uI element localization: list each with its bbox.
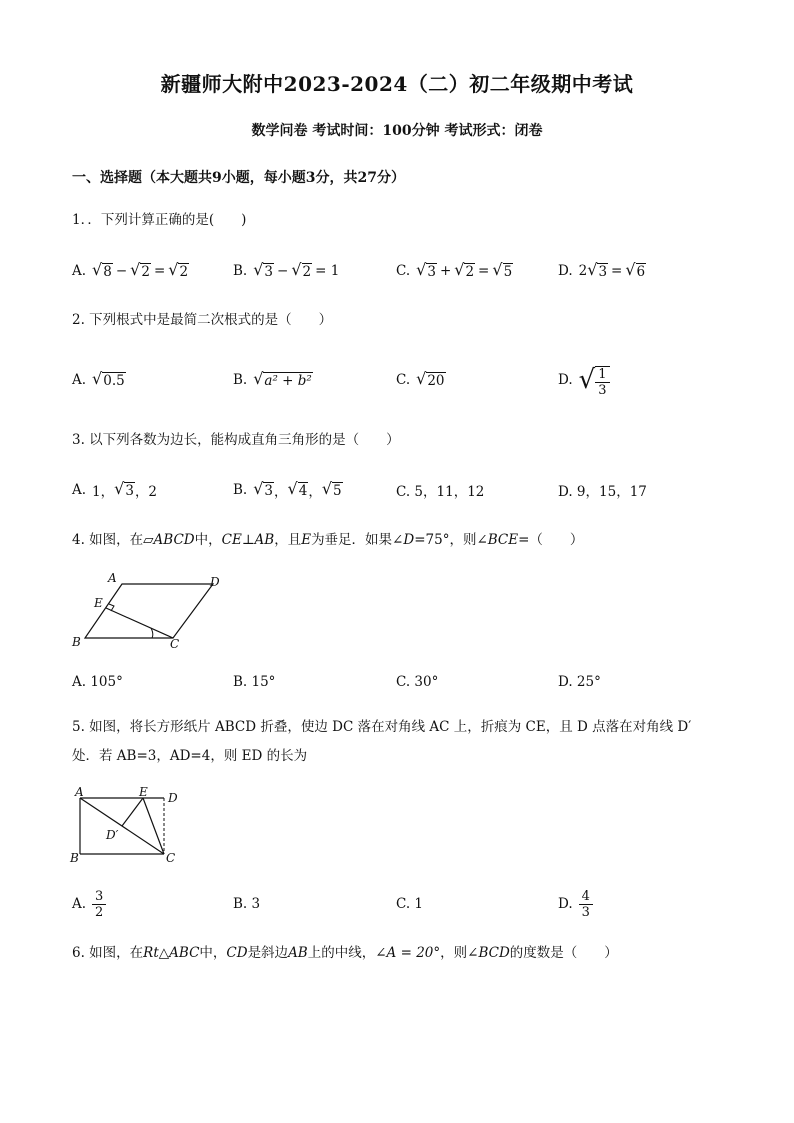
sqrt: √ 3 (253, 479, 274, 499)
point-label-c: C (166, 851, 176, 865)
question-6-stem: 6. 如图，在Rt△ABC中，CD是斜边AB上的中线，∠A = 20°，则∠BCD的度数是（ ） (72, 945, 618, 961)
point-label-d: D (168, 791, 178, 805)
question-3-option-a[interactable]: A. 1， √ 3 ，2 (72, 479, 158, 500)
section-heading-multiple-choice: 一、选择题（本大题共9小题，每小题3分，共27分） (72, 170, 405, 186)
sqrt: √ 3 (416, 260, 436, 280)
question-4-parallelogram-figure (68, 570, 238, 658)
question-5-rectangle-figure (66, 784, 196, 872)
question-1-options (72, 256, 732, 286)
point-label-d-prime: D′ (106, 828, 119, 842)
question-4-options (72, 667, 732, 697)
question-2-option-c[interactable]: C. √ 20 (396, 369, 445, 389)
question-5-option-b[interactable]: B. 3 (233, 896, 261, 912)
question-4-option-c[interactable]: C. 30° (396, 674, 439, 690)
sqrt: √ 3 (114, 479, 134, 499)
sqrt: √ 2 (291, 260, 312, 280)
fraction: $\frac{1}{3}$ (595, 366, 609, 398)
question-5-stem-line1: 5. 如图，将长方形纸片 ABCD 折叠，使边 DC 落在对角线 AC 上，折痕为 CE，且 D 点落在对角线 D′ (72, 719, 692, 735)
sqrt: √ 3 (253, 260, 274, 280)
sqrt: √ 2 (130, 260, 150, 280)
fraction: $\frac{3}{2}$ (92, 889, 106, 920)
question-2-option-d[interactable]: D. √ $\frac{1}{3}$ (558, 365, 610, 395)
sqrt: √ 4 (287, 479, 308, 499)
question-2-option-b[interactable]: B. √ a² + b² (233, 369, 312, 389)
sqrt: √ 3 (587, 260, 608, 280)
point-label-c: C (170, 637, 180, 651)
point-label-a: A (108, 571, 117, 585)
question-5-option-c[interactable]: C. 1 (396, 896, 424, 912)
point-label-e: E (94, 596, 103, 610)
question-1-stem: 1．．下列计算正确的是( ) (72, 212, 247, 228)
question-2-option-a[interactable]: A. √ 0.5 (72, 369, 125, 389)
sqrt: √ 5 (492, 260, 513, 280)
question-5-stem-line2: 处．若 AB=3，AD=4，则 ED 的长为 (72, 748, 308, 764)
question-1-option-d[interactable]: D. 2 √ 3 = √ 6 (558, 260, 646, 280)
question-3-option-c[interactable]: C. 5，11，12 (396, 484, 485, 500)
sqrt: √ a² + b² (253, 369, 312, 389)
question-1-option-b[interactable]: B. √ 3 − √ 2 = 1 (233, 260, 340, 280)
question-4-stem: 4. 如图，在▱ABCD中，CE⊥AB，且E为垂足．如果∠D=75°，则∠BCE=（ ） (72, 532, 584, 548)
fraction: $\frac{4}{3}$ (579, 889, 593, 920)
question-2-options (72, 364, 732, 398)
question-3-option-b[interactable]: B. √ 3 ， √ 4 ， √ 5 (233, 479, 342, 500)
question-5-options (72, 886, 732, 922)
sqrt: √ $\frac{1}{3}$ (579, 363, 610, 398)
sqrt: √ 20 (416, 369, 445, 389)
question-3-stem: 3. 以下列各数为边长，能构成直角三角形的是（ ） (72, 432, 400, 448)
question-4-option-a[interactable]: A. 105° (72, 674, 123, 690)
question-2-stem: 2. 下列根式中是最简二次根式的是（ ） (72, 312, 333, 328)
sqrt: √ 2 (168, 260, 189, 280)
question-3-option-d[interactable]: D. 9，15，17 (558, 484, 647, 500)
question-5-option-d[interactable]: D. $\frac{4}{3}$ (558, 886, 593, 922)
question-1-option-a[interactable]: A. √ 8 − √ 2 = √ 2 (72, 260, 189, 280)
question-1-option-c[interactable]: C. √ 3 + √ 2 = √ 5 (396, 260, 513, 280)
point-label-a: A (75, 785, 84, 799)
point-label-d: D (210, 575, 220, 589)
sqrt: √ 6 (625, 260, 646, 280)
exam-subtitle: 数学问卷 考试时间：100分钟 考试形式：闭卷 (251, 123, 543, 139)
question-4-option-b[interactable]: B. 15° (233, 674, 276, 690)
sqrt: √ 8 (92, 260, 112, 280)
point-label-b: B (70, 851, 79, 865)
point-label-b: B (72, 635, 81, 649)
sqrt: √ 2 (454, 260, 475, 280)
question-4-option-d[interactable]: D. 25° (558, 674, 601, 690)
question-5-option-a[interactable]: A. $\frac{3}{2}$ (72, 886, 106, 922)
sqrt: √ 5 (321, 479, 342, 499)
point-label-e: E (139, 785, 148, 799)
exam-title: 新疆师大附中2023-2024（二）初二年级期中考试 (160, 72, 634, 96)
sqrt: √ 0.5 (92, 369, 125, 389)
question-3-options (72, 475, 732, 505)
